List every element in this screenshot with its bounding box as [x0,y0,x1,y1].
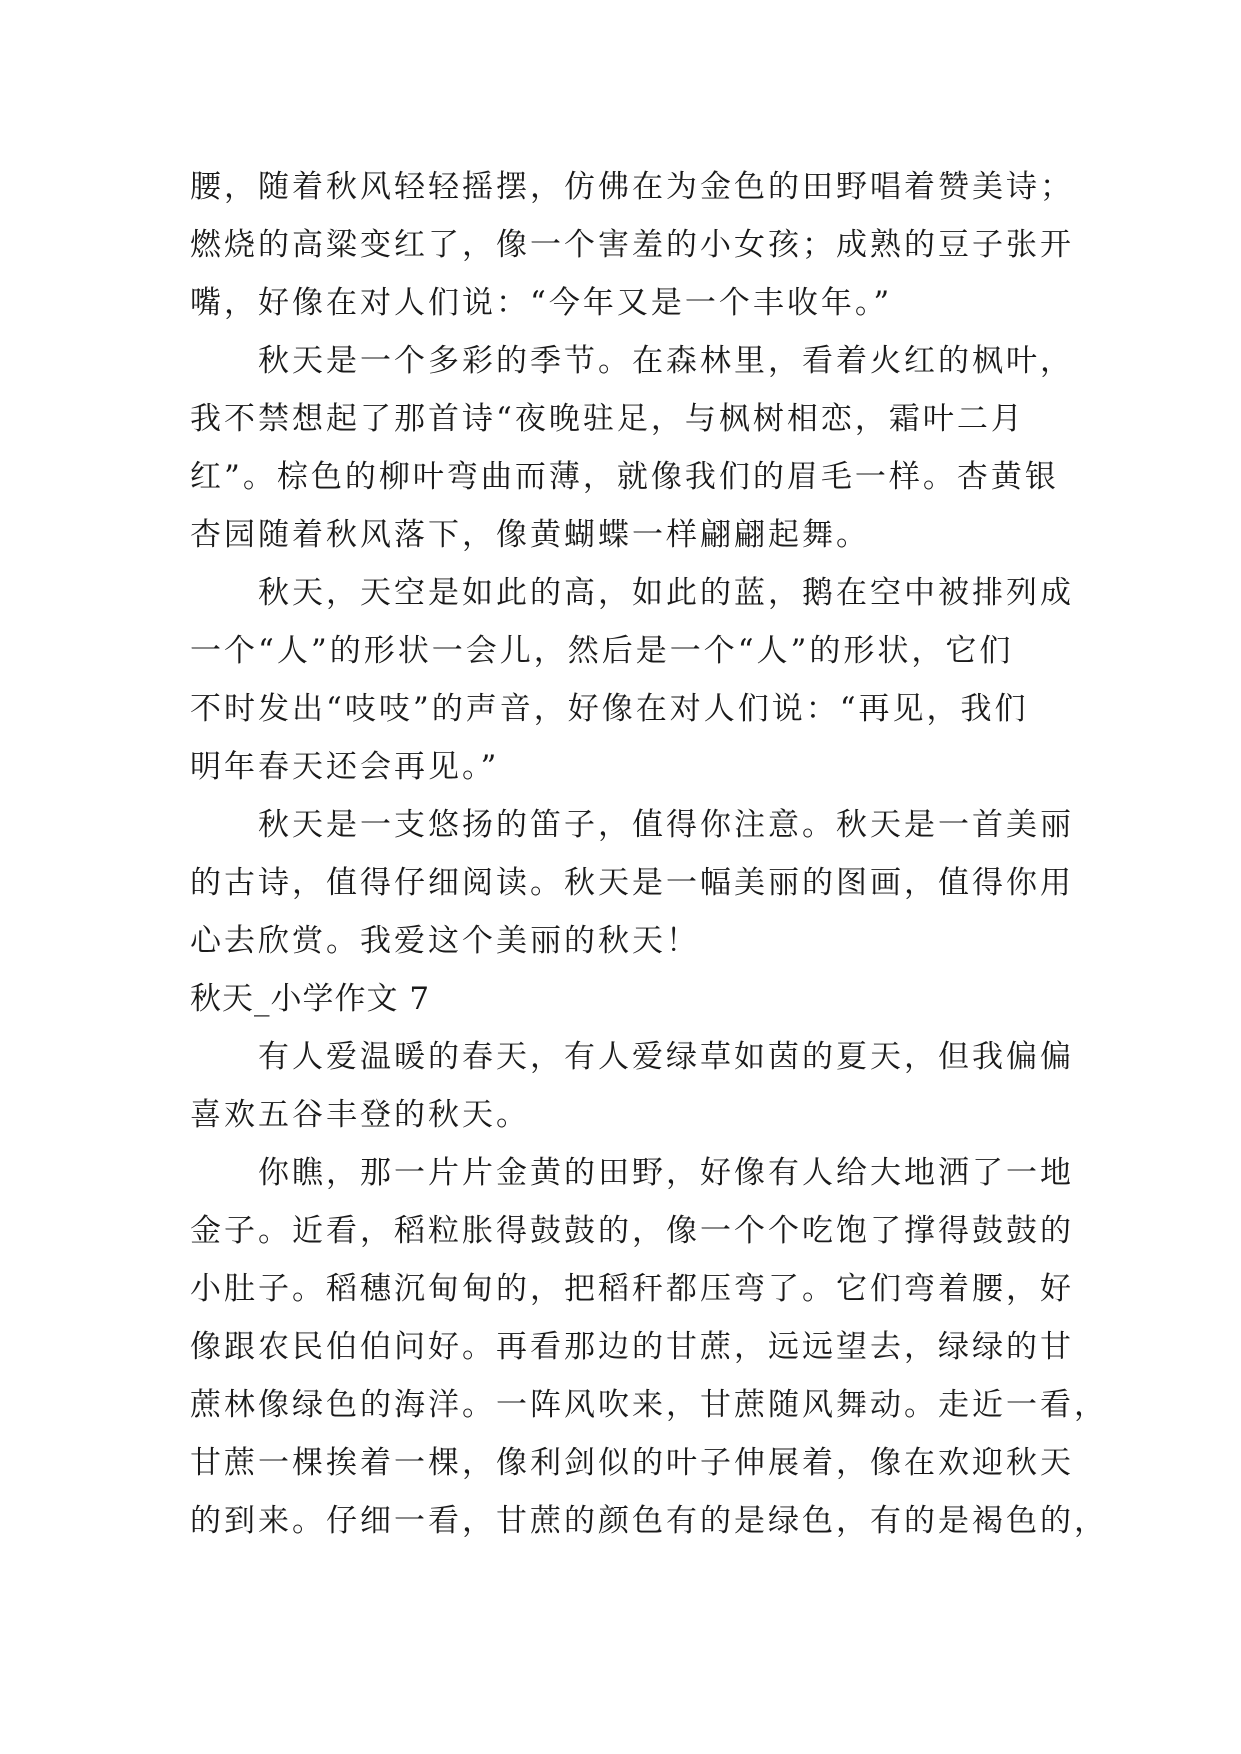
text-line: 心去欣赏。我爱这个美丽的秋天！ [190,923,700,959]
text-line: 杏园随着秋风落下，像黄蝴蝶一样翩翩起舞。 [190,517,870,553]
text-line: 秋天是一个多彩的季节。在森林里，看着火红的枫叶， [258,343,1074,379]
text-line: 喜欢五谷丰登的秋天。 [190,1097,530,1133]
text-line: 腰，随着秋风轻轻摇摆，仿佛在为金色的田野唱着赞美诗； [190,169,1074,205]
text-line: 秋天，天空是如此的高，如此的蓝，鹅在空中被排列成 [258,575,1074,611]
text-line: 甘蔗一棵挨着一棵，像利剑似的叶子伸展着，像在欢迎秋天 [190,1445,1074,1481]
text-line: 小肚子。稻穗沉甸甸的，把稻秆都压弯了。它们弯着腰，好 [190,1271,1074,1307]
text-line: 蔗林像绿色的海洋。一阵风吹来，甘蔗随风舞动。走近一看， [190,1387,1108,1423]
text-line: 秋天是一支悠扬的笛子，值得你注意。秋天是一首美丽 [258,807,1074,843]
text-line: 像跟农民伯伯问好。再看那边的甘蔗，远远望去，绿绿的甘 [190,1329,1074,1365]
text-line: 金子。近看，稻粒胀得鼓鼓的，像一个个吃饱了撑得鼓鼓的 [190,1213,1074,1249]
text-line: 你瞧，那一片片金黄的田野，好像有人给大地洒了一地 [258,1155,1074,1191]
text-line: 燃烧的高粱变红了，像一个害羞的小女孩；成熟的豆子张开 [190,227,1074,263]
text-line: 明年春天还会再见。” [190,749,500,785]
text-line: 的古诗，值得仔细阅读。秋天是一幅美丽的图画，值得你用 [190,865,1074,901]
text-line: 我不禁想起了那首诗“夜晚驻足，与枫树相恋，霜叶二月 [190,401,1025,437]
section-title: 秋天_小学作文 7 [190,981,431,1017]
text-line: 一个“人”的形状一会儿，然后是一个“人”的形状，它们 [190,633,1014,669]
text-line: 的到来。仔细一看，甘蔗的颜色有的是绿色，有的是褐色的， [190,1503,1108,1539]
text-line: 不时发出“吱吱”的声音，好像在对人们说：“再见，我们 [190,691,1029,727]
text-line: 有人爱温暖的春天，有人爱绿草如茵的夏天，但我偏偏 [258,1039,1074,1075]
text-line: 嘴，好像在对人们说：“今年又是一个丰收年。” [190,285,893,321]
document-page [190,158,1108,1550]
text-line: 红”。棕色的柳叶弯曲而薄，就像我们的眉毛一样。杏黄银 [190,459,1059,495]
